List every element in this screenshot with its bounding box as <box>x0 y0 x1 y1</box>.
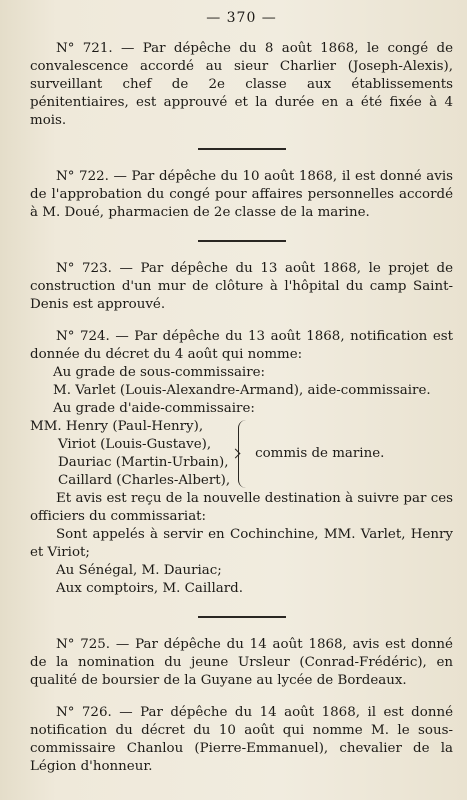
page-number: — 370 — <box>206 10 277 26</box>
section-divider <box>198 240 286 242</box>
entry-724: N° 724. — Par dépêche du 13 août 1868, notification est donnée du décret du 4 août qui nomme: <box>30 329 453 362</box>
name-dauriac: Dauriac (Martin-Urbain), <box>58 455 229 470</box>
name-henry: MM. Henry (Paul-Henry), <box>30 419 204 434</box>
grade-aide-commissaire-heading: Au grade d'aide-commissaire: <box>53 401 255 416</box>
entry-723: N° 723. — Par dépêche du 13 août 1868, le projet de construction d'un mur de clôture à l'hôpital du camp Saint-Denis est approuvé. <box>30 261 453 312</box>
name-caillard: Caillard (Charles-Albert), <box>58 473 231 488</box>
assignment-cochinchine: Sont appelés à servir en Cochinchine, MM. Varlet, Henry et Viriot; <box>30 527 453 560</box>
grade-sous-commissaire-heading: Au grade de sous-commissaire: <box>53 365 266 380</box>
entry-725: N° 725. — Par dépêche du 14 août 1868, avis est donné de la nomination du jeune Ursleur (Conrad-Frédéric), en qualité de boursier de la Guyane au lycée de Bordeaux. <box>30 637 453 688</box>
assignment-senegal: Au Sénégal, M. Dauriac; <box>56 563 222 578</box>
aide-commissaire-list <box>30 418 453 490</box>
name-viriot: Viriot (Louis-Gustave), <box>58 437 212 452</box>
section-divider <box>198 148 286 150</box>
entry-721: N° 721. — Par dépêche du 8 août 1868, le congé de convalescence accordé au sieur Charlier (Joseph-Alexis), surveillant chef de 2e classe aux établissements pénitentiaires, est approuvé et la durée en a été fixée à 4 mois. <box>30 41 453 128</box>
entry-722: N° 722. — Par dépêche du 10 août 1868, il est donné avis de l'approbation du congé pour affaires personnelles accordé à M. Doué, pharmacien de 2e classe de la marine. <box>30 169 453 220</box>
destination-notice: Et avis est reçu de la nouvelle destination à suivre par ces officiers du commissariat: <box>30 491 453 524</box>
section-divider <box>198 616 286 618</box>
assignment-comptoirs: Aux comptoirs, M. Caillard. <box>56 581 243 596</box>
brace-icon <box>238 420 249 488</box>
grade-sous-commissaire-name: M. Varlet (Louis-Alexandre-Armand), aide-commissaire. <box>53 383 431 398</box>
aide-commissaire-names <box>30 418 230 490</box>
entry-726: N° 726. — Par dépêche du 14 août 1868, il est donné notification du décret du 10 août qui nomme M. le sous-commissaire Chanlou (Pierre-Emmanuel), chevalier de la Légion d'honneur. <box>30 705 453 774</box>
aide-commissaire-role: commis de marine. <box>255 446 385 461</box>
